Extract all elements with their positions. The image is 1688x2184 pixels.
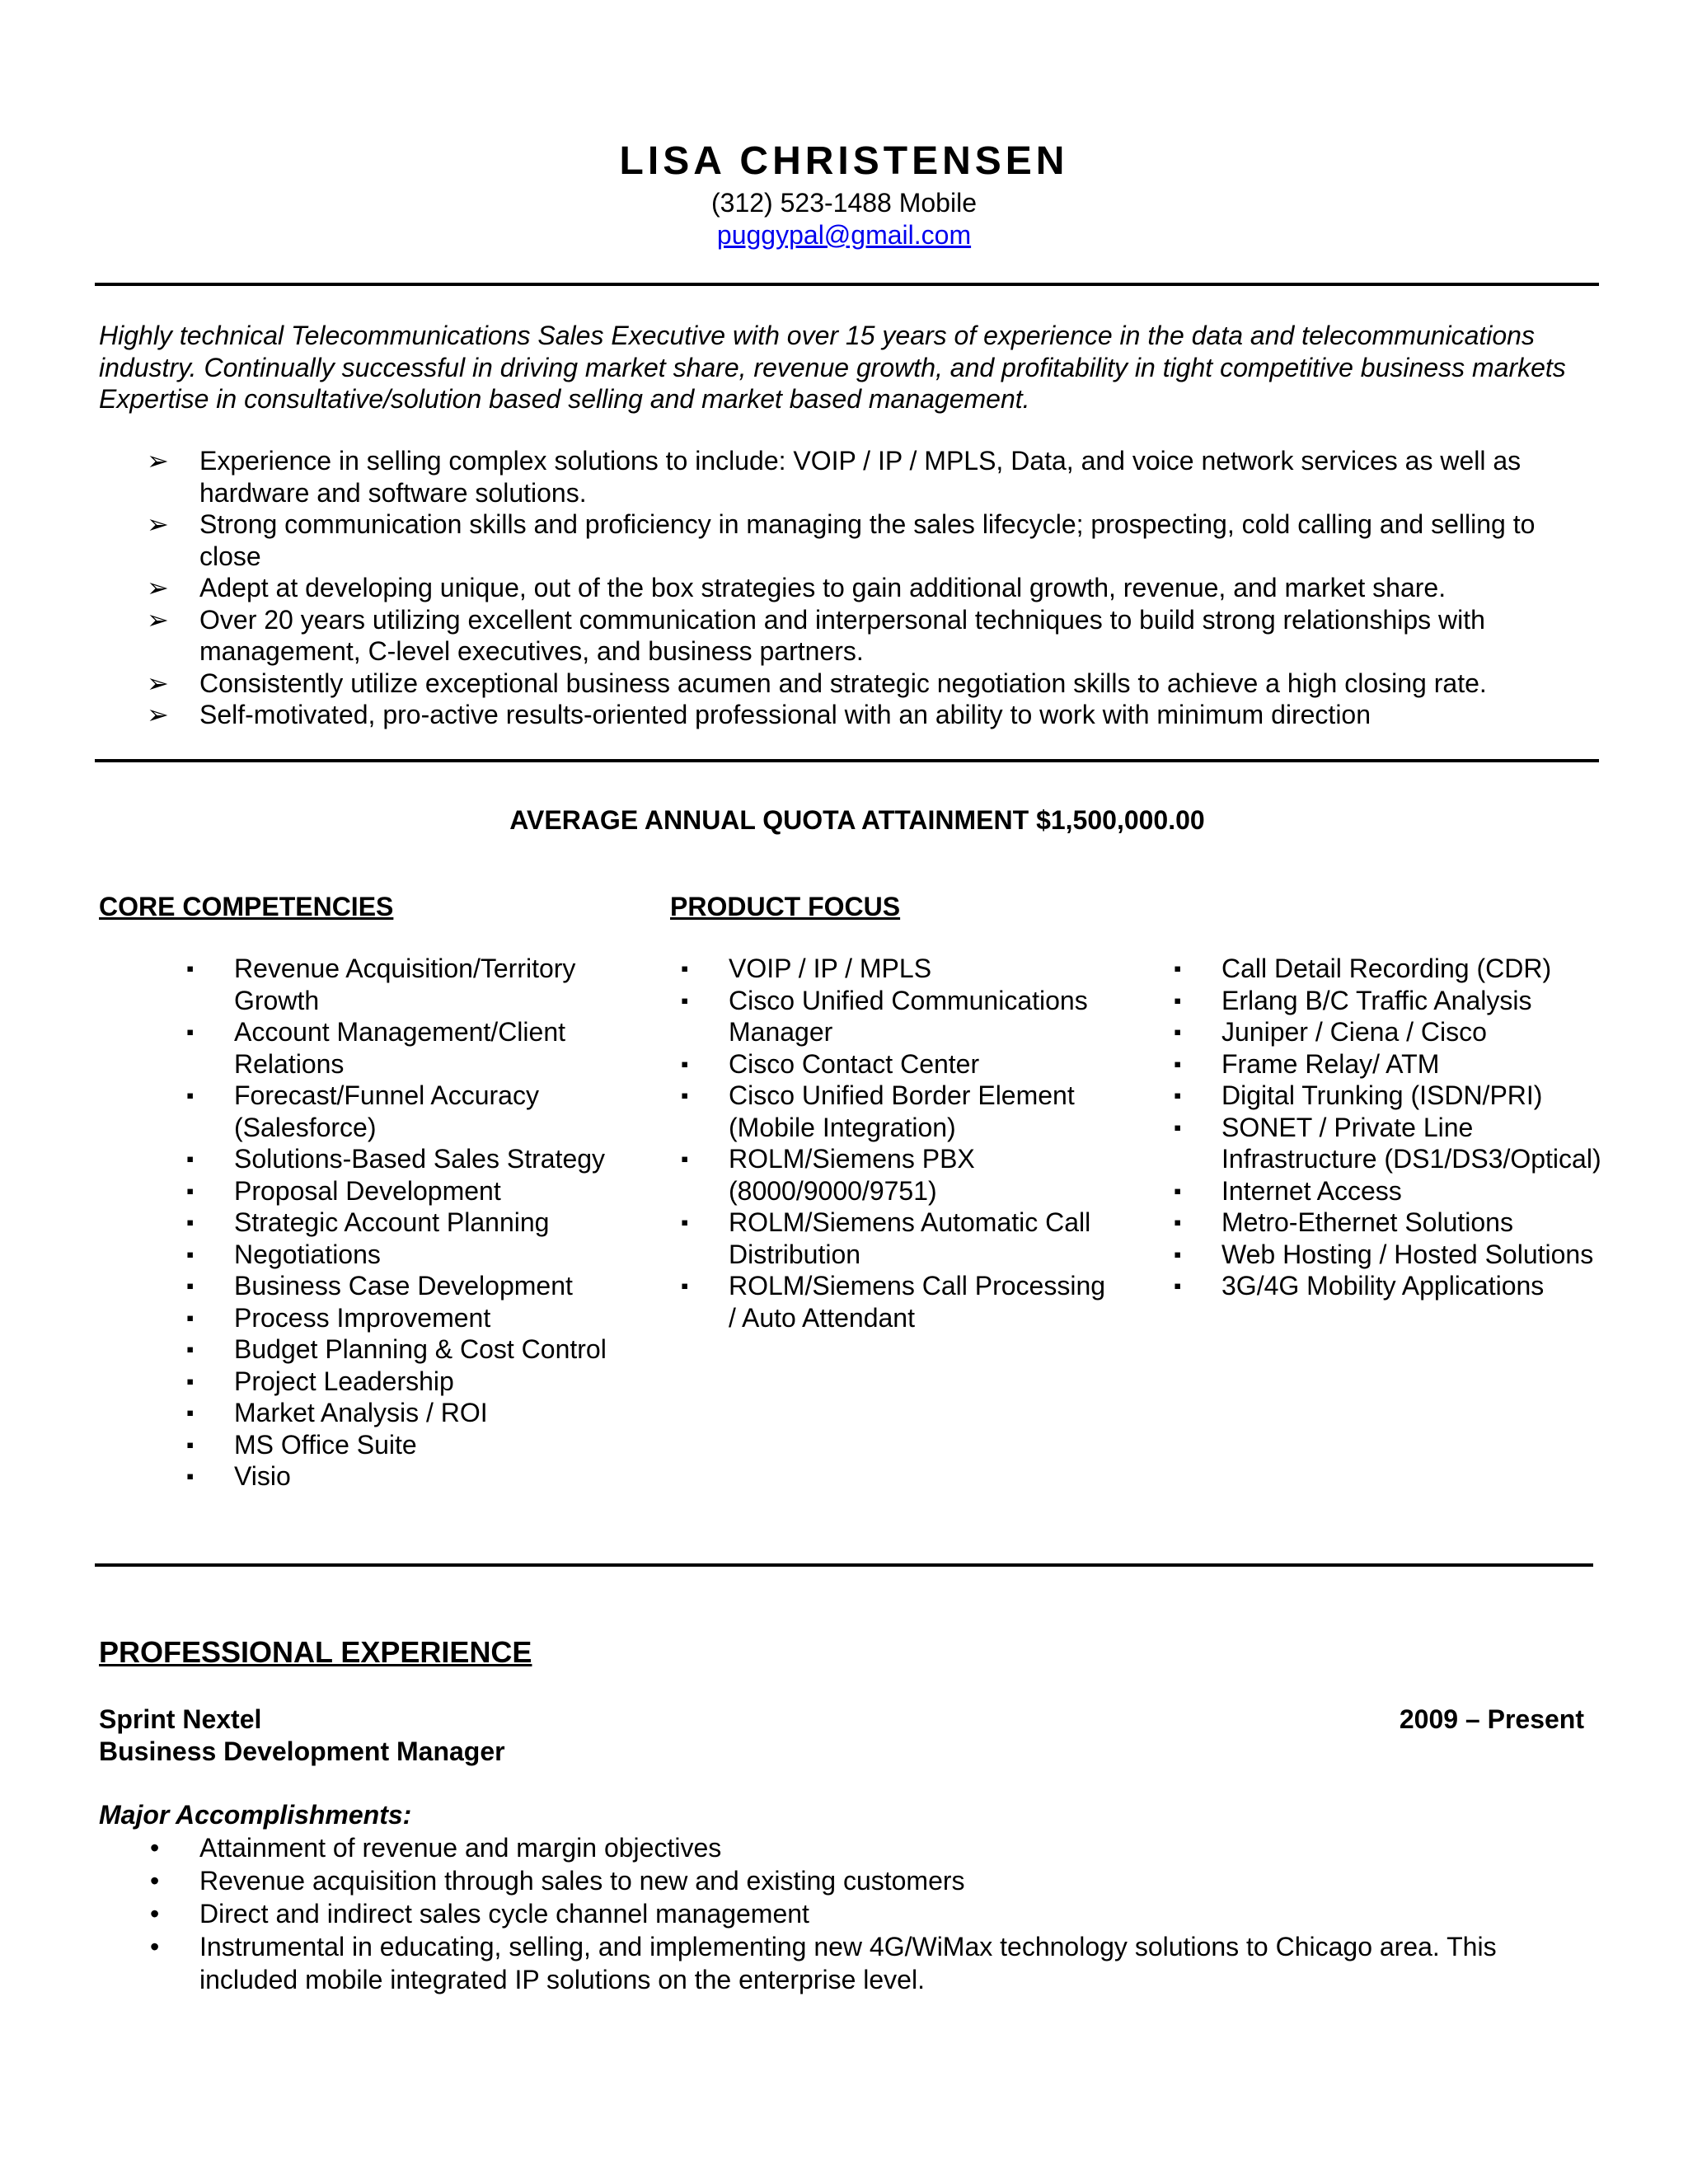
square-bullet-icon: ▪ [1174, 1241, 1182, 1267]
list-item: ▪ VOIP / IP / MPLS [681, 954, 932, 983]
list-item: ▪ Business Case Development [186, 1271, 573, 1301]
square-bullet-icon: ▪ [681, 1146, 689, 1171]
list-item: ➢ Over 20 years utilizing excellent communication and interpersonal techniques to build strong relationships with management, C-level executives, and business partners. [147, 604, 1485, 666]
square-bullet-icon: ▪ [186, 1210, 195, 1235]
email-line [0, 218, 1688, 251]
arrow-bullet-icon: ➢ [147, 604, 169, 635]
square-bullet-icon: ▪ [1174, 956, 1182, 981]
core-competencies-heading: CORE COMPETENCIES [99, 892, 394, 921]
accomplishments-list [147, 1831, 1597, 1996]
list-item: ▪ Web Hosting / Hosted Solutions [1174, 1239, 1594, 1269]
list-item: • Attainment of revenue and margin objectives [150, 1833, 722, 1863]
arrow-bullet-icon: ➢ [147, 573, 169, 602]
list-item: ▪ 3G/4G Mobility Applications [1174, 1271, 1545, 1301]
square-bullet-icon: ▪ [186, 1337, 195, 1361]
square-bullet-icon: ▪ [186, 1432, 195, 1457]
list-item: ▪ Visio [186, 1461, 291, 1491]
list-item: ▪ Budget Planning & Cost Control [186, 1334, 607, 1364]
arrow-bullet-icon: ➢ [147, 668, 169, 698]
square-bullet-icon: ▪ [186, 1241, 195, 1267]
list-item: ▪ Cisco Unified Communications Manager [681, 985, 1088, 1047]
square-bullet-icon: ▪ [681, 987, 689, 1013]
product-focus-heading: PRODUCT FOCUS [670, 892, 901, 921]
square-bullet-icon: ▪ [186, 1368, 195, 1394]
list-item: ▪ Market Analysis / ROI [186, 1398, 488, 1427]
square-bullet-icon: ▪ [186, 956, 195, 981]
list-item: • Direct and indirect sales cycle channel management [150, 1899, 809, 1929]
square-bullet-icon: ▪ [1174, 1273, 1182, 1298]
square-bullet-icon: ▪ [1174, 1210, 1182, 1235]
list-item: ▪ Revenue Acquisition/Territory Growth [186, 954, 576, 1015]
list-item: ▪ SONET / Private Line Infrastructure (DS1/DS3/Optical) [1174, 1112, 1601, 1174]
list-item: ▪ Solutions-Based Sales Strategy [186, 1144, 606, 1174]
product-focus-list-2 [1174, 953, 1602, 1302]
square-bullet-icon: ▪ [186, 1083, 195, 1108]
list-item: • Revenue acquisition through sales to new and existing customers [150, 1866, 965, 1896]
square-bullet-icon: ▪ [1174, 1051, 1182, 1076]
list-item: ▪ Negotiations [186, 1239, 381, 1269]
core-competencies-list [186, 953, 631, 1493]
experience-heading: PROFESSIONAL EXPERIENCE [99, 1635, 532, 1669]
phone-number: (312) 523-1488 Mobile [711, 188, 977, 218]
square-bullet-icon: ▪ [1174, 1178, 1182, 1203]
job-title: Business Development Manager [99, 1736, 505, 1766]
list-item: ▪ Call Detail Recording (CDR) [1174, 954, 1552, 983]
email-link[interactable]: puggypal@gmail.com [716, 220, 972, 250]
product-focus-list-1 [681, 953, 1109, 1333]
square-bullet-icon: ▪ [681, 1083, 689, 1108]
arrow-bullet-icon: ➢ [147, 446, 169, 476]
list-item: ▪ Project Leadership [186, 1366, 454, 1396]
list-item: ➢ Strong communication skills and proficiency in managing the sales lifecycle; prospecting, cold calling and selling to close [147, 509, 1536, 571]
square-bullet-icon: ▪ [186, 1178, 195, 1203]
list-item: ▪ Proposal Development [186, 1175, 501, 1206]
square-bullet-icon: ▪ [681, 1273, 689, 1298]
highlights-list [147, 445, 1597, 731]
list-item: ➢ Consistently utilize exceptional business acumen and strategic negotiation skills to achieve a high closing rate. [147, 668, 1487, 698]
candidate-name: LISA CHRISTENSEN [619, 139, 1069, 183]
square-bullet-icon: ▪ [681, 1210, 689, 1235]
quota-attainment: AVERAGE ANNUAL QUOTA ATTAINMENT $1,500,000.00 [509, 805, 1205, 835]
list-item: ▪ ROLM/Siemens Call Processing / Auto Attendant [681, 1271, 1106, 1333]
list-item: ➢ Adept at developing unique, out of the box strategies to gain additional growth, revenue, and market share. [147, 573, 1447, 602]
dot-bullet-icon: • [150, 1899, 160, 1929]
arrow-bullet-icon: ➢ [147, 700, 169, 729]
square-bullet-icon: ▪ [1174, 987, 1182, 1013]
list-item: ▪ Forecast/Funnel Accuracy (Salesforce) [186, 1080, 539, 1142]
accomplishments-label: Major Accomplishments: [99, 1800, 412, 1830]
employment-dates: 2009 – Present [1399, 1704, 1584, 1734]
list-item: ➢ Experience in selling complex solutions to include: VOIP / IP / MPLS, Data, and voice network services as well as hardware and software solutions. [147, 446, 1522, 508]
dot-bullet-icon: • [150, 1932, 160, 1961]
divider-top [95, 283, 1599, 286]
square-bullet-icon: ▪ [186, 1019, 195, 1044]
list-item: ➢ Self-motivated, pro-active results-oriented professional with an ability to work with minimum direction [147, 700, 1372, 729]
divider-bottom [95, 1563, 1593, 1567]
square-bullet-icon: ▪ [1174, 1114, 1182, 1140]
square-bullet-icon: ▪ [186, 1464, 195, 1488]
list-item: ▪ Cisco Unified Border Element (Mobile Integration) [681, 1080, 1075, 1142]
list-item: ▪ Internet Access [1174, 1175, 1402, 1206]
list-item: ▪ Process Improvement [186, 1302, 491, 1333]
square-bullet-icon: ▪ [681, 1051, 689, 1076]
list-item: ▪ Strategic Account Planning [186, 1207, 550, 1237]
arrow-bullet-icon: ➢ [147, 509, 169, 539]
list-item: ▪ Digital Trunking (ISDN/PRI) [1174, 1080, 1543, 1110]
square-bullet-icon: ▪ [1174, 1083, 1182, 1108]
summary-paragraph: Highly technical Telecommunications Sales Executive with over 15 years of experience in the data and telecommunications industry. Continually successful in driving market share, revenue growth, and profitability in tight competitive business markets Expertise in consultative/solution based selling and market based management. [99, 321, 1566, 414]
square-bullet-icon: ▪ [186, 1146, 195, 1171]
divider-middle [95, 759, 1599, 762]
list-item: ▪ Metro-Ethernet Solutions [1174, 1207, 1513, 1237]
list-item: ▪ ROLM/Siemens Automatic Call Distribution [681, 1207, 1091, 1269]
dot-bullet-icon: • [150, 1866, 160, 1896]
list-item: ▪ Account Management/Client Relations [186, 1017, 565, 1079]
list-item: ▪ Erlang B/C Traffic Analysis [1174, 985, 1532, 1015]
square-bullet-icon: ▪ [681, 956, 689, 981]
company-name: Sprint Nextel [99, 1704, 262, 1734]
dot-bullet-icon: • [150, 1833, 160, 1863]
list-item: ▪ MS Office Suite [186, 1429, 417, 1460]
list-item: • Instrumental in educating, selling, and implementing new 4G/WiMax technology solutions to Chicago area. This included mobile integrated IP solutions on the enterprise level. [150, 1932, 1497, 1994]
square-bullet-icon: ▪ [1174, 1019, 1182, 1044]
list-item: ▪ ROLM/Siemens PBX (8000/9000/9751) [681, 1144, 975, 1206]
list-item: ▪ Frame Relay/ ATM [1174, 1048, 1440, 1079]
list-item: ▪ Juniper / Ciena / Cisco [1174, 1017, 1487, 1047]
square-bullet-icon: ▪ [186, 1400, 195, 1425]
list-item: ▪ Cisco Contact Center [681, 1048, 980, 1079]
square-bullet-icon: ▪ [186, 1273, 195, 1298]
square-bullet-icon: ▪ [186, 1305, 195, 1330]
